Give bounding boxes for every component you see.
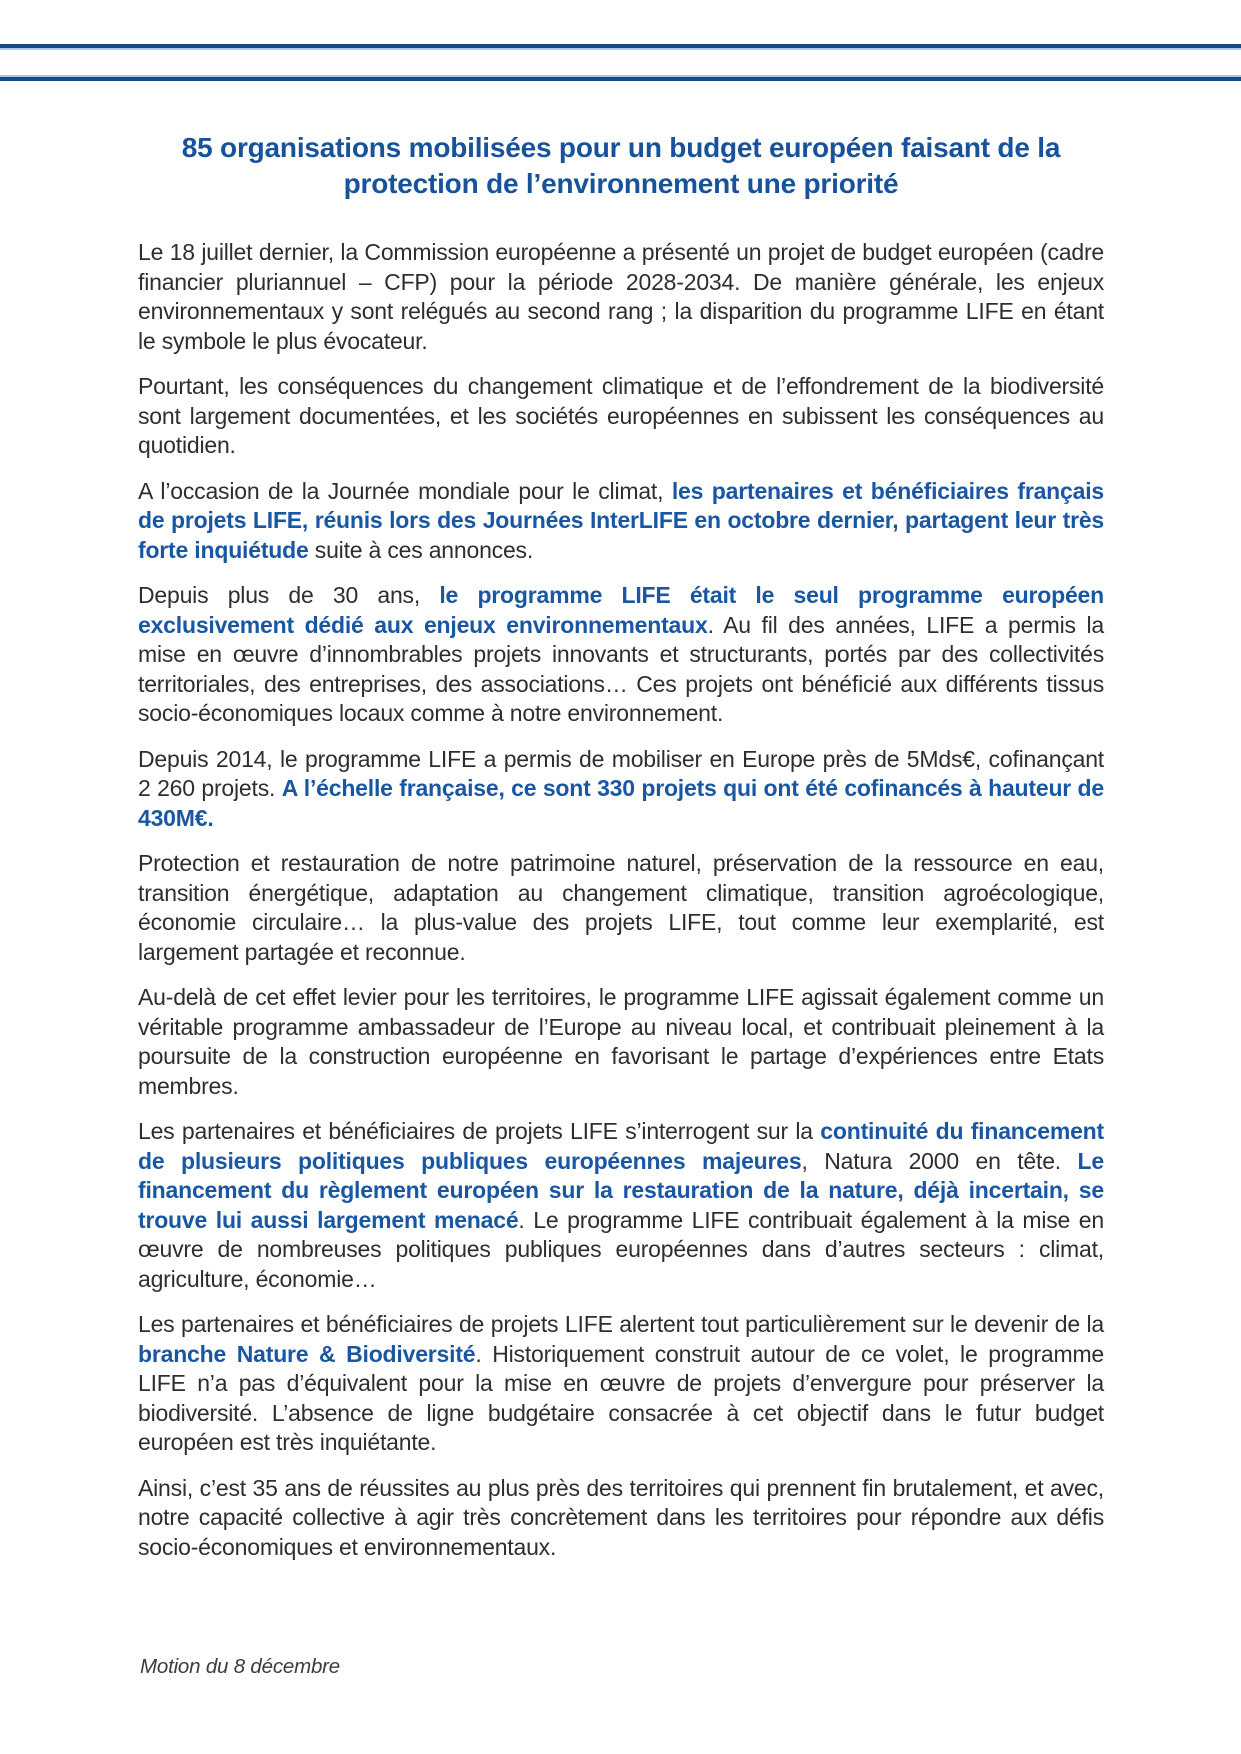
accent-text-segment: continuité du financement de plusieurs politiques publiques européennes majeures [138, 1118, 1104, 1174]
accent-text-segment: les partenaires et bénéficiaires français de projets LIFE, réunis lors des Journées InterLIFE en octobre dernier, partagent leur très forte inquiétude [138, 477, 1104, 563]
text-segment: Depuis plus de 30 ans, [138, 582, 440, 608]
text-segment: . Historiquement construit autour de ce volet, le programme LIFE n’a pas d’équivalent pour la mise en œuvre de projets d’envergure pour préserver la biodiversité. L’absence de ligne budgétaire consacrée à cet objectif dans le futur budget européen est très inquiétante. [138, 1340, 1104, 1455]
text-segment: Le 18 juillet dernier, la Commission européenne a présenté un projet de budget européen (cadre financier pluriannuel – CFP) pour la période 2028-2034. De manière générale, les enjeux environnementaux y sont relégués au second rang ; la disparition du programme LIFE en étant le symbole le plus évocateur. [138, 239, 1104, 354]
text-segment: Pourtant, les conséquences du changement climatique et de l’effondrement de la biodiversité sont largement documentées, et les sociétés européennes en subissent les conséquences au quotidien. [138, 373, 1104, 458]
header-rule-bottom [0, 75, 1241, 81]
text-segment: Ainsi, c’est 35 ans de réussites au plus près des territoires qui prennent fin brutalement, et avec, notre capacité collective à agir très concrètement dans les territoires pour répondre aux défis socio-économiques et environnementaux. [138, 1474, 1104, 1560]
footer-note: Motion du 8 décembre [140, 1655, 340, 1678]
paragraph [138, 849, 1104, 967]
text-segment: . Le programme LIFE contribuait également à la mise en œuvre de nombreuses politiques publiques européennes dans d’autres secteurs : climat, agriculture, économie… [138, 1206, 1104, 1292]
text-segment: Depuis 2014, le programme LIFE a permis de mobiliser en Europe près de 5Mds€, cofinançant 2 260 projets. [138, 745, 1104, 801]
text-segment: A l’occasion de la Journée mondiale pour le climat, [138, 477, 672, 504]
paragraph [138, 1310, 1104, 1458]
paragraph [138, 745, 1104, 834]
text-segment: Au-delà de cet effet levier pour les territoires, le programme LIFE agissait également comme un véritable programme ambassadeur de l’Europe au niveau local, et contribuait pleinement à la poursuite de la construction européenne en favorisant le partage d’expériences entre Etats membres. [138, 984, 1104, 1099]
text-segment: Les partenaires et bénéficiaires de projets LIFE s’interrogent sur la [138, 1118, 821, 1144]
header-rule-top [0, 44, 1241, 50]
accent-text-segment: le programme LIFE était le seul programme européen exclusivement dédié aux enjeux environnementaux [138, 582, 1104, 638]
paragraph [138, 477, 1104, 566]
accent-text-segment: A l’échelle française, ce sont 330 projets qui ont été cofinancés à hauteur de 430M€. [138, 775, 1104, 831]
text-segment: Protection et restauration de notre patrimoine naturel, préservation de la ressource en eau, transition énergétique, adaptation au changement climatique, transition agroécologique, économie circulaire… la plus-value des projets LIFE, tout comme leur exemplarité, est largement partagée et reconnue. [138, 850, 1104, 965]
text-segment: . Au fil des années, LIFE a permis la mise en œuvre d’innombrables projets innovants et structurants, portés par des collectivités territoriales, des entreprises, des associations… Ces projets ont bénéficié aux différents tissus socio-économiques locaux comme à notre environnement. [138, 611, 1104, 726]
paragraph [138, 1117, 1104, 1294]
text-segment: suite à ces annonces. [308, 536, 534, 563]
paragraph [138, 1474, 1104, 1563]
accent-text-segment: branche Nature & Biodiversité [138, 1340, 476, 1367]
body-paragraphs [138, 238, 1104, 1578]
page-title: 85 organisations mobilisées pour un budget européen faisant de la protection de l’environnement une priorité [181, 132, 1061, 199]
paragraph [138, 983, 1104, 1101]
paragraph [138, 372, 1104, 461]
paragraph [138, 238, 1104, 356]
paragraph [138, 581, 1104, 729]
accent-text-segment: Le financement du règlement européen sur la restauration de la nature, déjà incertain, se trouve lui aussi largement menacé [138, 1147, 1104, 1233]
text-segment: , Natura 2000 en tête. [801, 1147, 1078, 1174]
text-segment: Les partenaires et bénéficiaires de projets LIFE alertent tout particulièrement sur le devenir de la [138, 1311, 1104, 1337]
